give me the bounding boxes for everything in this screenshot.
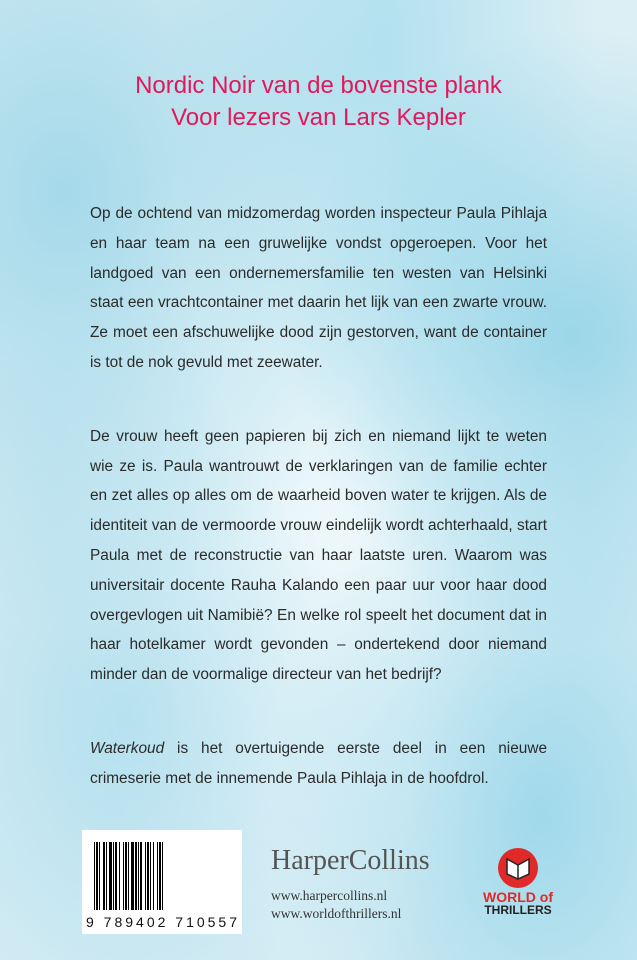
blurb [90, 199, 547, 838]
logo-line-2: THRILLERS [484, 903, 552, 917]
logo-line-1: WORLD of [483, 889, 553, 905]
closing-text: is het overtuigende eerste deel in een nieuwe crimeserie met de innemende Paula Pihlaja in de hoofdrol. [90, 739, 547, 787]
blurb-closing [90, 734, 547, 794]
world-of-thrillers-logo [468, 848, 568, 916]
blurb-paragraph-1: Op de ochtend van midzomerdag worden inspecteur Paula Pihlaja en haar team na een gruwelijke vondst opgeroepen. Voor het landgoed van een ondernemersfamilie ten westen van Helsinki staat een vrachtcontainer met daarin het lijk van een zwarte vrouw. Ze moet een afschuwelijke dood zijn gestorven, want de container is tot de nok gevuld met zeewater. [90, 205, 547, 371]
barcode-bar [163, 842, 164, 910]
headline-line-1: Nordic Noir van de bovenste plank [135, 72, 502, 99]
url-harpercollins[interactable]: www.harpercollins.nl [271, 888, 388, 903]
publisher-logo: HarperCollins [271, 845, 430, 876]
book-icon [498, 848, 538, 888]
url-worldofthrillers[interactable]: www.worldofthrillers.nl [271, 906, 402, 921]
blurb-paragraph-2: De vrouw heeft geen papieren bij zich en niemand lijkt te weten wie ze is. Paula wantrouwt de verklaringen van de familie echter en zet alles op alles om de waarheid boven water te krijgen. Als de identiteit van de vermoorde vrouw eindelijk wordt achterhaald, start Paula met de reconstructie van haar laatste uren. Waarom was universitair docente Rauha Kalando een paar uur voor haar dood overgevlogen uit Namibië? En welke rol speelt het document dat in haar hotelkamer wordt gevonden – ondertekend door niemand minder dan de voormalige directeur van het bedrijf? [90, 427, 547, 684]
barcode-bars [94, 842, 232, 910]
headline-line-2: Voor lezers van Lars Kepler [171, 104, 466, 131]
headline [0, 70, 637, 134]
isbn-number: 9 789402 710557 [86, 914, 240, 930]
barcode [82, 830, 242, 934]
book-title: Waterkoud [90, 739, 165, 757]
